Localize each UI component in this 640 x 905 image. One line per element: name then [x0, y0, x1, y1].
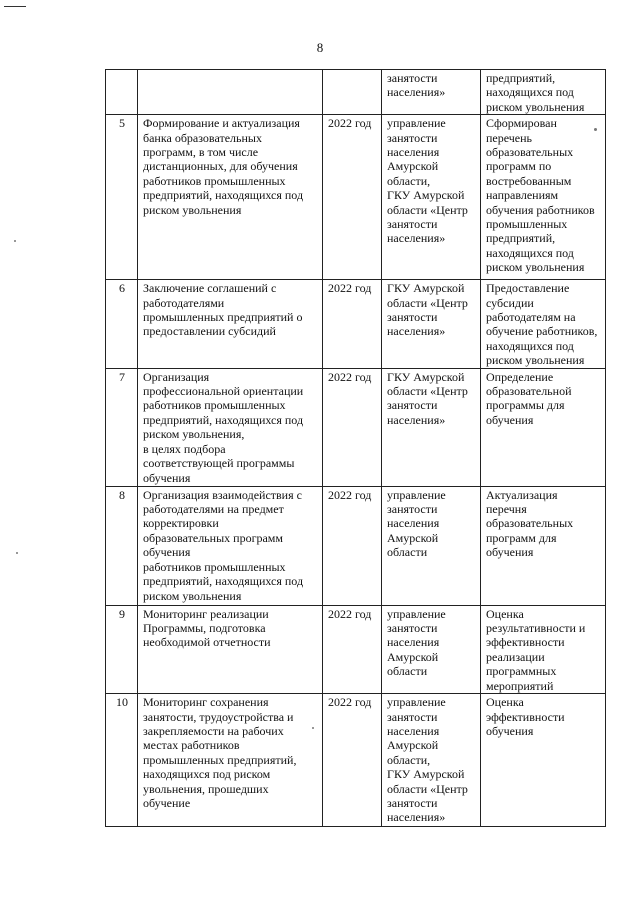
row-number: 5 [119, 116, 125, 131]
responsible-executor: ГКУ Амурской области «Центр занятости населения» [387, 369, 468, 427]
expected-result: Определение образовательной программы для обучения [486, 369, 572, 427]
deadline: 2022 год [328, 695, 372, 710]
deadline: 2022 год [328, 487, 372, 502]
measures-table [105, 69, 606, 827]
responsible-executor: управление занятости населения Амурской области, ГКУ Амурской области «Центр занятости населения» [387, 695, 468, 825]
table-row [106, 70, 606, 115]
row-number-cell [106, 694, 138, 827]
measures-table-body [106, 70, 606, 827]
responsible-executor-cell [382, 70, 481, 115]
measure-name: Организация профессиональной ориентации работников промышленных предприятий, находящихся под риском увольнения, в целях подбора соответствующей программы обучения [143, 369, 304, 485]
scan-speck [16, 552, 18, 554]
measure-name-cell [138, 70, 323, 115]
responsible-executor: занятости населения» [387, 71, 446, 100]
expected-result-cell [481, 605, 606, 693]
deadline: 2022 год [328, 606, 372, 621]
responsible-executor: управление занятости населения Амурской области [387, 606, 446, 679]
measure-name-cell [138, 368, 323, 486]
measure-name-cell [138, 280, 323, 368]
row-number-cell [106, 605, 138, 693]
expected-result-cell [481, 115, 606, 280]
row-number: 6 [119, 281, 125, 296]
table-row [106, 605, 606, 693]
row-number: 7 [119, 369, 125, 384]
table-row [106, 368, 606, 486]
row-number: 8 [119, 487, 125, 502]
measure-name: Организация взаимодействия с работодателями на предмет корректировки образовательных программ обучения работников промышленных предприятий, находящихся под риском увольнения [143, 487, 304, 603]
responsible-executor-cell [382, 694, 481, 827]
responsible-executor: управление занятости населения Амурской области, ГКУ Амурской области «Центр занятости населения» [387, 116, 468, 246]
deadline-cell [323, 368, 382, 486]
row-number-cell [106, 280, 138, 368]
page-number: 8 [316, 40, 324, 55]
expected-result: Актуализация перечня образовательных программ для обучения [486, 487, 574, 560]
measure-name: Заключение соглашений с работодателями промышленных предприятий о предоставлении субсидий [143, 281, 303, 339]
row-number: 10 [116, 695, 128, 710]
deadline: 2022 год [328, 281, 372, 296]
deadline-cell [323, 280, 382, 368]
expected-result: Сформирован перечень образовательных программ по востребованным направлениям обучения работников промышленных предприятий, находящихся под риском увольнения [486, 116, 595, 275]
deadline-cell [323, 605, 382, 693]
expected-result-cell [481, 280, 606, 368]
row-number: 9 [119, 606, 125, 621]
responsible-executor-cell [382, 605, 481, 693]
measure-name-cell [138, 605, 323, 693]
table-row [106, 280, 606, 368]
scan-speck [14, 240, 16, 242]
row-number-cell [106, 70, 138, 115]
responsible-executor-cell [382, 486, 481, 605]
deadline-cell [323, 70, 382, 115]
scan-corner-mark [4, 6, 26, 7]
expected-result: Предоставление субсидии работодателям на обучение работников, находящихся под риском увольнения [486, 281, 598, 368]
measure-name-cell [138, 486, 323, 605]
expected-result-cell [481, 694, 606, 827]
row-number-cell [106, 115, 138, 280]
responsible-executor-cell [382, 280, 481, 368]
responsible-executor: управление занятости населения Амурской области [387, 487, 446, 560]
measure-name: Мониторинг сохранения занятости, трудоустройства и закрепляемости на рабочих местах работников промышленных предприятий, находящихся под риском увольнения, прошедших обучение [143, 695, 297, 810]
deadline: 2022 год [328, 369, 372, 384]
row-number-cell [106, 486, 138, 605]
measure-name: Мониторинг реализации Программы, подготовка необходимой отчетности [143, 606, 271, 650]
expected-result-cell [481, 368, 606, 486]
expected-result: Оценка результативности и эффективности реализации программных мероприятий [486, 606, 586, 693]
deadline-cell [323, 486, 382, 605]
measure-name-cell [138, 694, 323, 827]
deadline-cell [323, 694, 382, 827]
measure-name: Формирование и актуализация банка образовательных программ, в том числе дистанционных, для обучения работников промышленных предприятий, находящихся под риском увольнения [143, 116, 304, 217]
expected-result-cell [481, 486, 606, 605]
responsible-executor-cell [382, 115, 481, 280]
expected-result: предприятий, находящихся под риском увольнения [486, 71, 585, 114]
expected-result: Оценка эффективности обучения [486, 695, 565, 738]
table-row [106, 486, 606, 605]
measure-name-cell [138, 115, 323, 280]
responsible-executor-cell [382, 368, 481, 486]
expected-result-cell [481, 70, 606, 115]
responsible-executor: ГКУ Амурской области «Центр занятости населения» [387, 281, 468, 339]
deadline-cell [323, 115, 382, 280]
row-number-cell [106, 368, 138, 486]
table-row [106, 694, 606, 827]
table-row [106, 115, 606, 280]
deadline: 2022 год [328, 116, 372, 131]
